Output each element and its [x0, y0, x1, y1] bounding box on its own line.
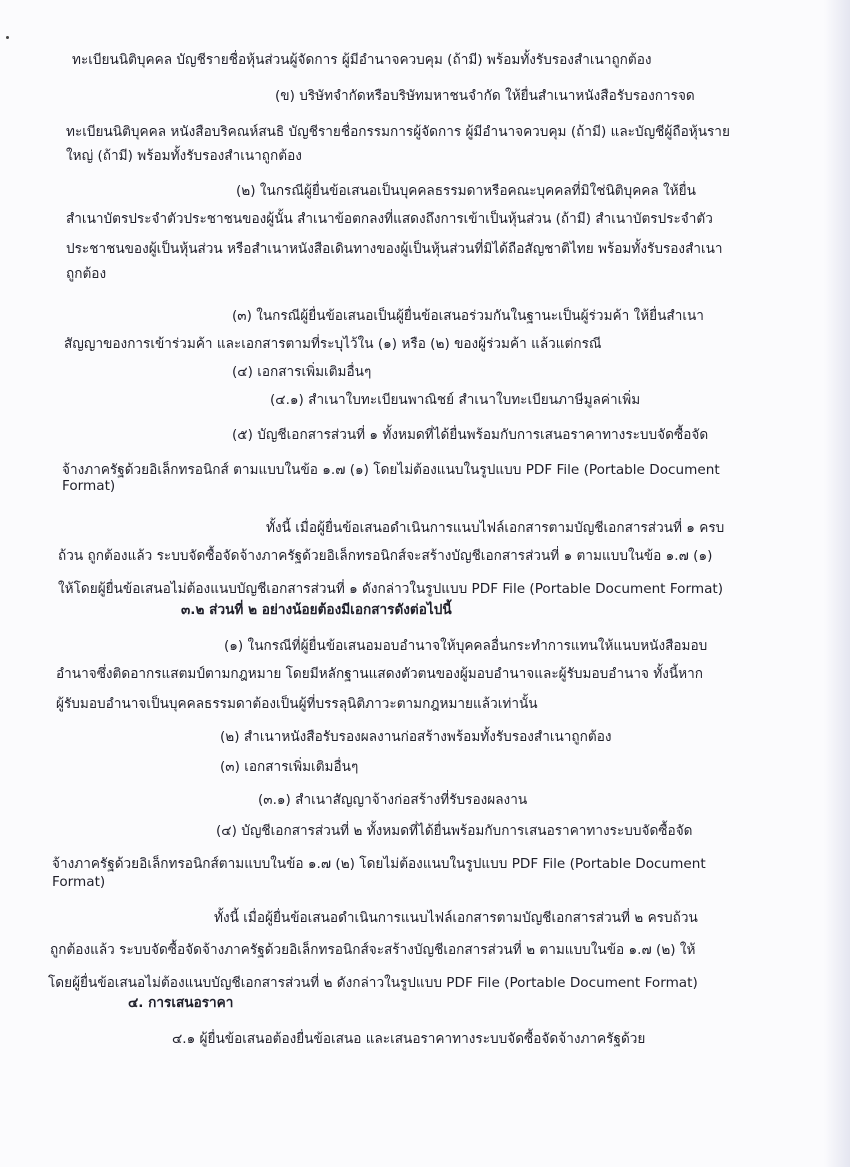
text-line: (๓) เอกสารเพิ่มเติมอื่นๆ: [220, 759, 359, 775]
text-line: สำเนาบัตรประจำตัวประชาชนของผู้นั้น สำเนาข้อตกลงที่แสดงถึงการเข้าเป็นหุ้นส่วน (ถ้ามี) สำเนาบัตรประจำตัว: [66, 211, 713, 227]
text-line: Format): [52, 874, 106, 890]
text-line: (๒) ในกรณีผู้ยื่นข้อเสนอเป็นบุคคลธรรมดาหรือคณะบุคคลที่มิใช่นิติบุคคล ให้ยื่น: [236, 183, 696, 199]
text-line: จ้างภาครัฐด้วยอิเล็กทรอนิกส์ตามแบบในข้อ ๑.๗ (๒) โดยไม่ต้องแนบในรูปแบบ PDF File (Portable Document: [52, 856, 706, 872]
text-line: ทะเบียนนิติบุคคล บัญชีรายชื่อหุ้นส่วนผู้จัดการ ผู้มีอำนาจควบคุม (ถ้ามี) พร้อมทั้งรับรองสำเนาถูกต้อง: [72, 52, 652, 68]
text-line: สัญญาของการเข้าร่วมค้า และเอกสารตามที่ระบุไว้ใน (๑) หรือ (๒) ของผู้ร่วมค้า แล้วแต่กรณี: [64, 336, 602, 352]
text-line: อำนาจซึ่งติดอากรแสตมป์ตามกฎหมาย โดยมีหลักฐานแสดงตัวตนของผู้มอบอำนาจและผู้รับมอบอำนาจ ทั้งนี้หาก: [56, 666, 704, 682]
text-line: จ้างภาครัฐด้วยอิเล็กทรอนิกส์ ตามแบบในข้อ ๑.๗ (๑) โดยไม่ต้องแนบในรูปแบบ PDF File (Portable Document: [62, 462, 720, 478]
text-line: ทั้งนี้ เมื่อผู้ยื่นข้อเสนอดำเนินการแนบไฟล์เอกสารตามบัญชีเอกสารส่วนที่ ๒ ครบถ้วน: [214, 910, 698, 926]
text-line: ประชาชนของผู้เป็นหุ้นส่วน หรือสำเนาหนังสือเดินทางของผู้เป็นหุ้นส่วนที่มิได้ถือสัญชาติไทย พร้อมทั้งรับรองสำเนา: [66, 241, 723, 257]
text-line: ใหญ่ (ถ้ามี) พร้อมทั้งรับรองสำเนาถูกต้อง: [66, 148, 302, 164]
text-line: โดยผู้ยื่นข้อเสนอไม่ต้องแนบบัญชีเอกสารส่วนที่ ๒ ดังกล่าวในรูปแบบ PDF File (Portable Document Format): [48, 975, 698, 991]
section-heading: ๓.๒ ส่วนที่ ๒ อย่างน้อยต้องมีเอกสารดังต่อไปนี้: [181, 602, 452, 618]
text-line: ให้โดยผู้ยื่นข้อเสนอไม่ต้องแนบบัญชีเอกสารส่วนที่ ๑ ดังกล่าวในรูปแบบ PDF File (Portable Document Format): [58, 581, 724, 597]
text-line: (๓.๑) สำเนาสัญญาจ้างก่อสร้างที่รับรองผลงาน: [258, 792, 528, 808]
text-line: (๔.๑) สำเนาใบทะเบียนพาณิชย์ สำเนาใบทะเบียนภาษีมูลค่าเพิ่ม: [270, 392, 641, 408]
text-line: (๑) ในกรณีที่ผู้ยื่นข้อเสนอมอบอำนาจให้บุคคลอื่นกระทำการแทนให้แนบหนังสือมอบ: [224, 638, 708, 654]
section-heading: ๔. การเสนอราคา: [128, 995, 234, 1011]
text-line: ทะเบียนนิติบุคคล หนังสือบริคณห์สนธิ บัญชีรายชื่อกรรมการผู้จัดการ ผู้มีอำนาจควบคุม (ถ้ามี) และบัญชีผู้ถือหุ้นราย: [66, 124, 730, 140]
text-line: (๓) ในกรณีผู้ยื่นข้อเสนอเป็นผู้ยื่นข้อเสนอร่วมกันในฐานะเป็นผู้ร่วมค้า ให้ยื่นสำเนา: [232, 308, 704, 324]
text-line: ถูกต้องแล้ว ระบบจัดซื้อจัดจ้างภาครัฐด้วยอิเล็กทรอนิกส์จะสร้างบัญชีเอกสารส่วนที่ ๒ ตามแบบในข้อ ๑.๗ (๒) ให้: [50, 942, 696, 958]
text-line: (๔) บัญชีเอกสารส่วนที่ ๒ ทั้งหมดที่ได้ยื่นพร้อมกับการเสนอราคาทางระบบจัดซื้อจัด: [216, 823, 693, 839]
text-line: (๕) บัญชีเอกสารส่วนที่ ๑ ทั้งหมดที่ได้ยื่นพร้อมกับการเสนอราคาทางระบบจัดซื้อจัด: [232, 427, 709, 443]
text-line: (ข) บริษัทจำกัดหรือบริษัทมหาชนจำกัด ให้ยื่นสำเนาหนังสือรับรองการจด: [275, 88, 695, 104]
text-line: ทั้งนี้ เมื่อผู้ยื่นข้อเสนอดำเนินการแนบไฟล์เอกสารตามบัญชีเอกสารส่วนที่ ๑ ครบ: [266, 520, 725, 536]
page-edge-shadow: [824, 0, 850, 1167]
text-line: ถ้วน ถูกต้องแล้ว ระบบจัดซื้อจัดจ้างภาครัฐด้วยอิเล็กทรอนิกส์จะสร้างบัญชีเอกสารส่วนที่ ๑ ตามแบบในข้อ ๑.๗ (๑): [58, 548, 713, 564]
text-line: ผู้รับมอบอำนาจเป็นบุคคลธรรมดาต้องเป็นผู้ที่บรรลุนิติภาวะตามกฎหมายแล้วเท่านั้น: [56, 696, 538, 712]
text-line: ๔.๑ ผู้ยื่นข้อเสนอต้องยื่นข้อเสนอ และเสนอราคาทางระบบจัดซื้อจัดจ้างภาครัฐด้วย: [172, 1031, 646, 1047]
text-line: Format): [62, 478, 116, 494]
scan-speck: [6, 36, 9, 39]
text-line: ถูกต้อง: [66, 266, 107, 282]
text-line: (๔) เอกสารเพิ่มเติมอื่นๆ: [232, 364, 372, 380]
text-line: (๒) สำเนาหนังสือรับรองผลงานก่อสร้างพร้อมทั้งรับรองสำเนาถูกต้อง: [220, 729, 612, 745]
